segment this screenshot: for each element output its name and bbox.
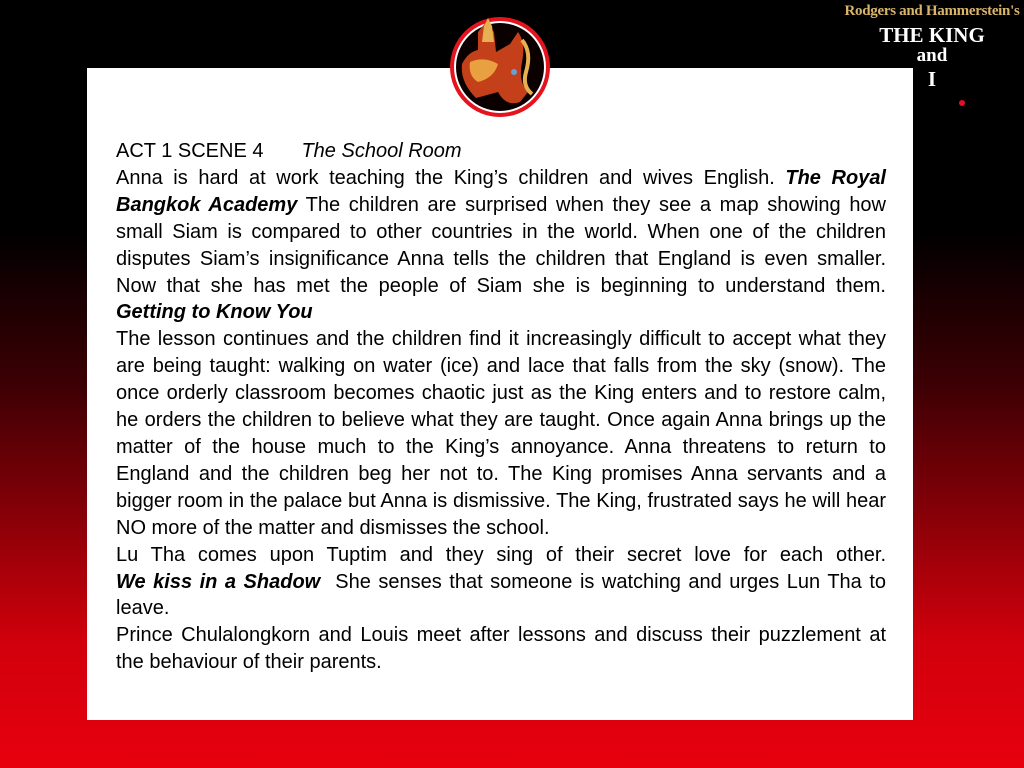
scene-synopsis xyxy=(116,138,892,676)
brand-title-line2: and xyxy=(916,45,948,66)
paragraph-3 xyxy=(116,542,892,623)
paragraph-2: The lesson continues and the children find it increasingly difficult to accept what they are being taught: walking on water (ice) and lace that falls from the sky (snow). The once orderly classroom becomes chaotic just as the King enters and to restore calm, he orders the children to believe what they are taught. Once again Anna brings up the matter of the house much to the King’s annoyance. Anna threatens to return to England and the children beg her not to. The King promises Anna servants and a bigger room in the palace but Anna is dismissive. The King, frustrated says he will hear NO more of the matter and dismisses the school. xyxy=(116,328,886,539)
song-title: The Royal Bangkok Academy xyxy=(116,166,886,216)
scene-number: ACT 1 SCENE 4 xyxy=(116,140,264,162)
elephant-emblem-icon xyxy=(448,12,552,122)
paragraph-4: Prince Chulalongkorn and Louis meet after lessons and discuss their puzzlement at the behaviour of their parents. xyxy=(116,624,886,674)
paragraph-1 xyxy=(116,165,886,326)
text: Lu Tha comes upon Tuptim and they sing of their secret love for each other. xyxy=(116,543,886,566)
brand-title-line3: I xyxy=(927,67,937,91)
scene-title: The School Room xyxy=(301,140,462,162)
show-logo xyxy=(840,0,1024,92)
brand-title-line1: THE KING xyxy=(879,23,985,47)
brand-subtitle: Rodgers and Hammerstein's xyxy=(844,3,1020,19)
text: The children are surprised when they see a map showing how small Siam is compared to other countries in the world. When one of the children disputes Siam’s insignificance Anna tells the children that England is even smaller. Now that she has met the people of Siam she is beginning to understand them. xyxy=(116,193,887,297)
song-title: We kiss in a Shadow xyxy=(116,570,321,593)
brand-dot xyxy=(959,100,965,106)
scene-heading xyxy=(116,138,886,165)
text: Anna is hard at work teaching the King’s children and wives English. xyxy=(116,166,786,189)
text: She senses that someone is watching and urges Lun Tha to leave. xyxy=(116,570,892,620)
song-title: Getting to Know You xyxy=(116,301,313,324)
